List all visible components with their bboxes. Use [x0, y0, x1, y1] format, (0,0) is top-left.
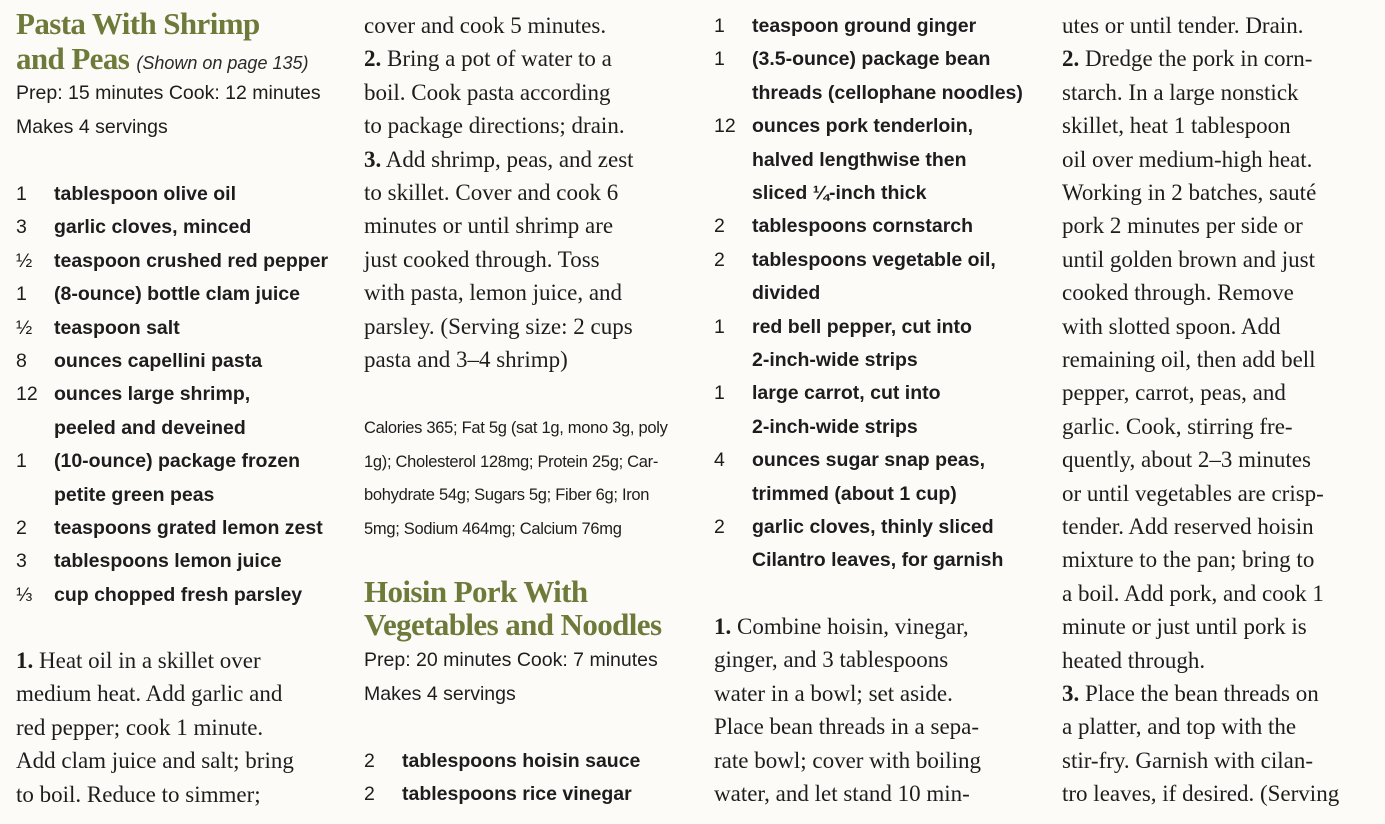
- direction-text: ginger, and 3 tablespoons: [714, 647, 949, 673]
- ingredient-row: [364, 777, 632, 811]
- ingredient-text: garlic cloves, thinly sliced: [752, 516, 994, 538]
- ingredient-text: ounces sugar snap peas,: [752, 449, 986, 472]
- direction-text: or until vegetables are crisp-: [1062, 480, 1324, 506]
- ingredient-quantity: 2: [16, 517, 27, 539]
- ingredient-row: [714, 443, 985, 477]
- direction-text: minutes or until shrimp are: [364, 213, 614, 239]
- direction-line: [1062, 410, 1293, 444]
- direction-text: to boil. Reduce to simmer;: [16, 781, 261, 807]
- direction-text: cooked through. Remove: [1062, 280, 1294, 306]
- recipe1-prep-cook: Prep: 15 minutes Cook: 12 minutes: [16, 82, 321, 104]
- ingredient-text: (10-ounce) package frozen: [54, 450, 300, 473]
- ingredient-row: [714, 176, 926, 210]
- direction-text: oil over medium-high heat.: [1062, 146, 1313, 172]
- direction-line: [364, 143, 634, 177]
- direction-line: [364, 9, 606, 43]
- ingredient-quantity: 2: [714, 516, 725, 538]
- ingredient-text: sliced ¼-inch thick: [752, 182, 927, 204]
- ingredient-text: tablespoon olive oil: [54, 183, 237, 205]
- recipe1-title-line2: [16, 40, 308, 78]
- ingredient-quantity: 2: [364, 750, 375, 772]
- direction-text: stir-fry. Garnish with cilan-: [1062, 747, 1313, 773]
- direction-line: [1062, 376, 1286, 410]
- direction-line: [714, 643, 948, 677]
- direction-text: minute or just until pork is: [1062, 614, 1307, 640]
- direction-text: pork 2 minutes per side or: [1062, 213, 1303, 239]
- ingredient-text: large carrot, cut into: [752, 382, 941, 405]
- direction-line: [1062, 42, 1312, 76]
- direction-line: [1062, 610, 1307, 644]
- ingredient-row: [714, 42, 990, 76]
- ingredient-row: [714, 310, 972, 344]
- direction-text: Dredge the pork in corn-: [1079, 46, 1313, 72]
- step-number: 1.: [714, 614, 732, 639]
- ingredient-text: divided: [752, 282, 821, 305]
- direction-line: [714, 744, 981, 778]
- direction-line: [1062, 510, 1314, 544]
- direction-text: to package directions; drain.: [364, 113, 625, 139]
- direction-line: [364, 276, 622, 310]
- ingredient-text: teaspoon ground ginger: [752, 15, 977, 37]
- ingredient-quantity: 1: [714, 48, 725, 71]
- direction-text: Add clam juice and salt; bring: [16, 748, 294, 774]
- recipe2-title-line2: Vegetables and Noodles: [364, 607, 662, 642]
- ingredient-text: (3.5-ounce) package bean: [752, 48, 991, 71]
- ingredient-row: [364, 744, 640, 778]
- ingredient-row: [714, 376, 941, 410]
- direction-line: [1062, 644, 1205, 678]
- ingredient-text: red bell pepper, cut into: [752, 315, 972, 338]
- ingredient-quantity: 1: [16, 283, 27, 306]
- ingredient-row: [16, 344, 262, 378]
- direction-line: [16, 644, 261, 678]
- recipe2-servings: Makes 4 servings: [364, 683, 516, 705]
- direction-line: [714, 610, 969, 644]
- nutrition-line: Calories 365; Fat 5g (sat 1g, mono 3g, poly: [364, 419, 668, 437]
- direction-text: tro leaves, if desired. (Serving: [1062, 781, 1340, 807]
- direction-text: Working in 2 batches, sauté: [1062, 180, 1317, 205]
- direction-line: [1062, 443, 1311, 477]
- direction-line: [714, 677, 953, 711]
- recipe2-prep-cook: Prep: 20 minutes Cook: 7 minutes: [364, 649, 658, 671]
- ingredient-row: [16, 210, 251, 244]
- ingredient-row: [16, 444, 300, 478]
- direction-line: [1062, 343, 1316, 377]
- direction-text: to skillet. Cover and cook 6: [364, 180, 619, 205]
- ingredient-row: [714, 143, 967, 177]
- direction-text: pasta and 3–4 shrimp): [364, 347, 568, 372]
- ingredient-quantity: ⅓: [16, 583, 33, 606]
- ingredient-quantity: 12: [714, 115, 736, 138]
- ingredient-quantity: 1: [16, 183, 27, 205]
- direction-line: [1062, 276, 1294, 310]
- direction-line: [1062, 777, 1339, 811]
- ingredient-quantity: 1: [714, 382, 725, 405]
- ingredient-text: tablespoons vegetable oil,: [752, 248, 996, 271]
- ingredient-quantity: 2: [714, 215, 725, 238]
- direction-text: starch. In a large nonstick: [1062, 79, 1299, 105]
- ingredient-text: 2-inch-wide strips: [752, 415, 918, 438]
- ingredient-row: [16, 277, 300, 311]
- ingredient-text: petite green peas: [54, 483, 215, 506]
- ingredient-row: [16, 244, 328, 278]
- direction-line: [1062, 76, 1299, 110]
- ingredient-text: halved lengthwise then: [752, 148, 967, 171]
- recipe1-servings: Makes 4 servings: [16, 116, 168, 138]
- step-number: 2.: [1062, 46, 1080, 72]
- ingredient-quantity: 8: [16, 350, 27, 372]
- ingredient-row: [714, 276, 820, 310]
- direction-line: [1062, 677, 1319, 711]
- ingredient-text: ounces capellini pasta: [54, 350, 263, 372]
- ingredient-row: [16, 511, 323, 545]
- ingredient-quantity: 1: [714, 315, 725, 338]
- ingredient-text: cup chopped fresh parsley: [54, 583, 303, 606]
- ingredient-quantity: 3: [16, 216, 27, 239]
- ingredient-quantity: 1: [16, 450, 27, 473]
- direction-text: remaining oil, then add bell: [1062, 347, 1316, 372]
- direction-line: [1062, 143, 1312, 177]
- ingredient-quantity: ½: [16, 249, 33, 272]
- nutrition-line: 5mg; Sodium 464mg; Calcium 76mg: [364, 519, 622, 538]
- ingredient-row: [714, 209, 973, 243]
- ingredient-quantity: 1: [714, 15, 725, 37]
- ingredient-text: garlic cloves, minced: [54, 216, 252, 239]
- direction-text: Combine hoisin, vinegar,: [731, 614, 969, 639]
- direction-text: Heat oil in a skillet over: [33, 648, 261, 673]
- ingredient-quantity: ½: [16, 316, 33, 339]
- direction-line: [364, 343, 568, 377]
- ingredient-row: [16, 311, 180, 345]
- step-number: 3.: [1062, 681, 1080, 706]
- ingredient-row: [714, 477, 957, 511]
- direction-line: [16, 677, 282, 711]
- direction-text: rate bowl; cover with boiling: [714, 747, 981, 773]
- direction-line: [364, 176, 618, 210]
- direction-text: Bring a pot of water to a: [381, 46, 612, 72]
- ingredient-text: (8-ounce) bottle clam juice: [54, 283, 300, 306]
- direction-text: water in a bowl; set aside.: [714, 680, 953, 706]
- direction-text: parsley. (Serving size: 2 cups: [364, 313, 633, 339]
- direction-text: pepper, carrot, peas, and: [1062, 380, 1286, 406]
- direction-text: medium heat. Add garlic and: [16, 681, 283, 707]
- direction-line: [1062, 310, 1281, 344]
- ingredient-text: tablespoons rice vinegar: [402, 783, 632, 806]
- step-number: 3.: [364, 146, 382, 172]
- ingredient-quantity: 2: [714, 248, 725, 271]
- direction-line: [1062, 477, 1324, 511]
- ingredient-quantity: 12: [16, 383, 38, 406]
- direction-line: [1062, 9, 1303, 43]
- direction-line: [1062, 176, 1316, 210]
- direction-text: mixture to the pan; bring to: [1062, 547, 1315, 573]
- ingredient-text: tablespoons cornstarch: [752, 215, 974, 238]
- ingredient-quantity: 2: [364, 783, 375, 806]
- direction-line: [1062, 744, 1313, 778]
- ingredient-row: [16, 544, 282, 578]
- direction-text: garlic. Cook, stirring fre-: [1062, 413, 1293, 439]
- ingredient-text: teaspoon salt: [54, 316, 180, 339]
- ingredient-row: [16, 377, 250, 411]
- ingredient-text: tablespoons hoisin sauce: [402, 750, 641, 772]
- direction-text: a platter, and top with the: [1062, 714, 1297, 740]
- ingredient-row: [16, 411, 246, 445]
- direction-line: [714, 777, 970, 811]
- direction-text: a boil. Add pork, and cook 1: [1062, 580, 1324, 606]
- recipe1-title-line1: Pasta With Shrimp: [16, 6, 260, 41]
- direction-text: red pepper; cook 1 minute.: [16, 714, 264, 740]
- direction-text: boil. Cook pasta according: [364, 79, 611, 105]
- direction-line: [1062, 710, 1296, 744]
- direction-text: Place bean threads in a sepa-: [714, 714, 980, 740]
- direction-line: [364, 109, 625, 143]
- ingredient-text: teaspoon crushed red pepper: [54, 249, 329, 272]
- ingredient-text: tablespoons lemon juice: [54, 550, 282, 573]
- direction-text: with pasta, lemon juice, and: [364, 280, 623, 306]
- direction-line: [1062, 243, 1315, 277]
- ingredient-row: [714, 76, 1023, 110]
- direction-line: [16, 778, 261, 812]
- ingredient-text: teaspoons grated lemon zest: [54, 517, 323, 539]
- direction-line: [364, 243, 600, 277]
- direction-text: heated through.: [1062, 647, 1206, 673]
- ingredient-row: [16, 177, 236, 211]
- direction-text: skillet, heat 1 tablespoon: [1062, 113, 1291, 139]
- ingredient-row: [714, 9, 976, 43]
- direction-text: with slotted spoon. Add: [1062, 313, 1281, 339]
- ingredient-text: trimmed (about 1 cup): [752, 482, 957, 505]
- direction-text: Add shrimp, peas, and zest: [381, 146, 634, 172]
- ingredient-text: Cilantro leaves, for garnish: [752, 549, 1004, 572]
- ingredient-row: [714, 410, 918, 444]
- direction-line: [1062, 109, 1291, 143]
- direction-line: [714, 710, 979, 744]
- direction-line: [364, 76, 611, 110]
- step-number: 1.: [16, 648, 34, 673]
- recipe1-title-text: and Peas: [16, 41, 130, 76]
- direction-text: quently, about 2–3 minutes: [1062, 447, 1311, 473]
- ingredient-text: ounces large shrimp,: [54, 383, 251, 406]
- ingredient-row: [714, 343, 918, 377]
- direction-text: until golden brown and just: [1062, 246, 1315, 272]
- direction-text: Place the bean threads on: [1079, 681, 1319, 706]
- ingredient-row: [714, 243, 996, 277]
- ingredient-row: [16, 478, 214, 512]
- direction-line: [1062, 543, 1314, 577]
- direction-line: [364, 42, 612, 76]
- ingredient-text: threads (cellophane noodles): [752, 81, 1023, 104]
- ingredient-quantity: 4: [714, 449, 725, 472]
- ingredient-text: peeled and deveined: [54, 416, 246, 439]
- ingredient-row: [16, 578, 302, 612]
- direction-line: [364, 209, 613, 243]
- ingredient-row: [714, 543, 1003, 577]
- direction-text: utes or until tender. Drain.: [1062, 13, 1304, 38]
- ingredient-row: [714, 510, 994, 544]
- direction-line: [16, 711, 263, 745]
- direction-line: [364, 310, 633, 344]
- direction-text: cover and cook 5 minutes.: [364, 13, 607, 38]
- ingredient-quantity: 3: [16, 550, 27, 573]
- direction-text: tender. Add reserved hoisin: [1062, 514, 1314, 539]
- step-number: 2.: [364, 46, 382, 72]
- nutrition-line: bohydrate 54g; Sugars 5g; Fiber 6g; Iron: [364, 486, 650, 504]
- ingredient-text: 2-inch-wide strips: [752, 349, 918, 371]
- recipe1-shown-note: (Shown on page 135): [136, 53, 309, 73]
- direction-line: [1062, 577, 1324, 611]
- ingredient-row: [714, 109, 973, 143]
- direction-text: just cooked through. Toss: [364, 246, 600, 272]
- recipe2-title-line1: Hoisin Pork With: [364, 574, 588, 609]
- ingredient-text: ounces pork tenderloin,: [752, 115, 974, 138]
- direction-line: [1062, 209, 1303, 243]
- nutrition-line: 1g); Cholesterol 128mg; Protein 25g; Car-: [364, 452, 659, 471]
- direction-text: water, and let stand 10 min-: [714, 781, 970, 806]
- direction-line: [16, 744, 294, 778]
